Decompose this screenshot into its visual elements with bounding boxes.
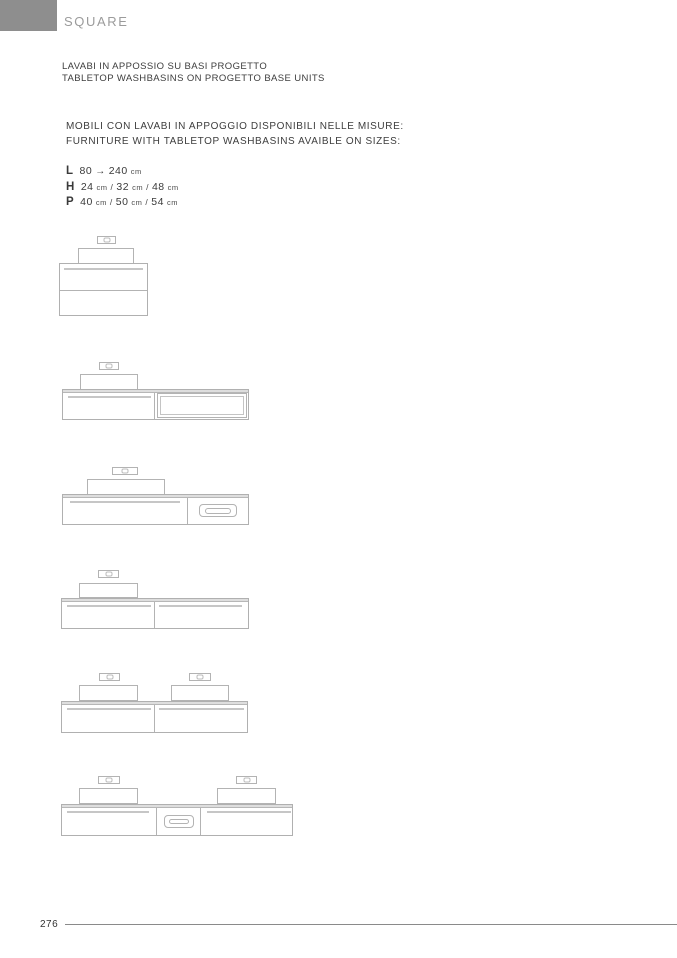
drawer-divider bbox=[60, 290, 147, 291]
washbasin bbox=[171, 685, 229, 701]
size-row-depth: P 40 cm / 50 cm / 54 cm bbox=[66, 196, 178, 208]
tap-icon bbox=[99, 362, 119, 370]
diagram-drawer-open-shelf-unit bbox=[62, 362, 250, 420]
page-number: 276 bbox=[40, 919, 59, 930]
cabinet bbox=[62, 389, 249, 420]
dim-label-l: L bbox=[66, 165, 74, 177]
drawer-groove bbox=[67, 708, 151, 710]
oval-handle-icon bbox=[164, 815, 194, 828]
hamper-door bbox=[188, 498, 248, 523]
washbasin bbox=[79, 788, 138, 804]
open-compartment bbox=[157, 393, 247, 418]
diagram-two-drawer-unit bbox=[59, 236, 149, 317]
open-compartment-inner bbox=[160, 396, 244, 415]
tap-icon bbox=[99, 673, 120, 681]
cabinet bbox=[61, 598, 249, 629]
countertop bbox=[62, 599, 248, 602]
diagram-two-drawer-wide-unit bbox=[61, 570, 250, 629]
intro-line-italian: MOBILI CON LAVABI IN APPOGGIO DISPONIBILI NELLE MISURE: bbox=[66, 121, 404, 132]
caption-italian: LAVABI IN APPOSSIO SU BASI PROGETTO bbox=[62, 61, 268, 72]
washbasin bbox=[79, 583, 138, 598]
washbasin bbox=[87, 479, 165, 495]
drawer-groove bbox=[159, 708, 244, 710]
cabinet bbox=[61, 701, 248, 733]
size-row-length: L 80 → 240 cm bbox=[66, 165, 142, 177]
washbasin bbox=[80, 374, 138, 390]
diagram-double-basin-unit bbox=[61, 673, 249, 733]
drawer-groove bbox=[70, 501, 180, 503]
cabinet bbox=[62, 494, 249, 525]
tap-icon bbox=[189, 673, 211, 681]
drawer-groove bbox=[64, 268, 143, 270]
section-divider bbox=[154, 705, 155, 732]
cabinet bbox=[61, 804, 293, 836]
oval-handle-icon bbox=[199, 504, 237, 517]
cabinet bbox=[59, 263, 148, 316]
dim-label-p: P bbox=[66, 196, 75, 208]
brand-color-block bbox=[0, 0, 57, 31]
washbasin bbox=[217, 788, 276, 804]
drawer-groove bbox=[159, 605, 242, 607]
oval-handle-slot bbox=[169, 819, 189, 824]
diagram-drawer-hamper-unit bbox=[62, 467, 250, 525]
page-title: SQUARE bbox=[64, 14, 129, 29]
drawer-groove bbox=[67, 605, 151, 607]
drawer-groove bbox=[68, 396, 151, 398]
size-row-height: H 24 cm / 32 cm / 48 cm bbox=[66, 180, 179, 193]
tap-icon bbox=[112, 467, 138, 475]
section-divider bbox=[154, 602, 155, 628]
hamper-door bbox=[156, 808, 201, 835]
drawer-groove bbox=[67, 811, 149, 813]
oval-handle-slot bbox=[205, 508, 231, 514]
dim-label-h: H bbox=[66, 180, 75, 193]
diagram-double-basin-hamper-unit bbox=[61, 776, 294, 836]
footer-rule bbox=[65, 924, 677, 925]
tap-icon bbox=[98, 776, 120, 784]
arrow-right-icon: → bbox=[95, 166, 106, 177]
drawer-groove bbox=[207, 811, 291, 813]
washbasin bbox=[78, 248, 134, 264]
tap-icon bbox=[97, 236, 116, 244]
intro-text bbox=[66, 119, 404, 149]
washbasin bbox=[79, 685, 138, 701]
caption-english: TABLETOP WASHBASINS ON PROGETTO BASE UNITS bbox=[62, 73, 325, 84]
section-divider bbox=[154, 393, 155, 419]
tap-icon bbox=[236, 776, 257, 784]
intro-line-english: FURNITURE WITH TABLETOP WASHBASINS AVAIBLE ON SIZES: bbox=[66, 136, 401, 147]
tap-icon bbox=[98, 570, 119, 578]
size-list bbox=[66, 162, 182, 209]
header-captions bbox=[62, 61, 325, 85]
